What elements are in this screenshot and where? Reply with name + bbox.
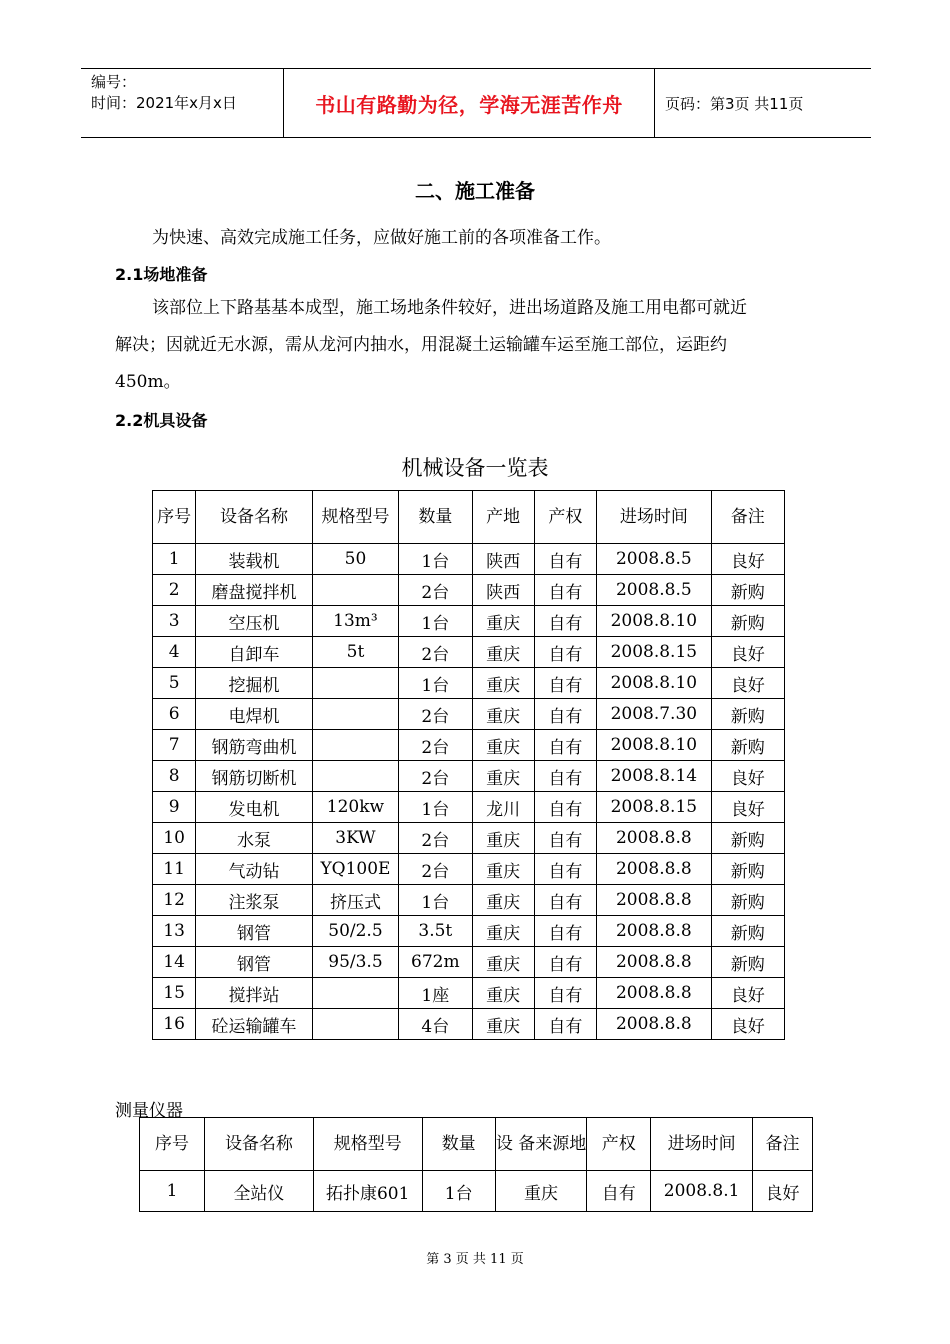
table-cell: 良好 bbox=[711, 761, 784, 792]
table-row bbox=[153, 947, 785, 978]
table-row bbox=[153, 606, 785, 637]
table-cell: 钢筋切断机 bbox=[196, 761, 313, 792]
table-cell: 搅拌站 bbox=[196, 978, 313, 1009]
table-cell: 自有 bbox=[534, 637, 596, 668]
header-cell: 规格型号 bbox=[312, 491, 398, 544]
table-cell: 8 bbox=[153, 761, 196, 792]
table-cell: 6 bbox=[153, 699, 196, 730]
table-cell: 2008.8.14 bbox=[597, 761, 712, 792]
table-cell: 重庆 bbox=[472, 761, 534, 792]
table-cell: 自有 bbox=[534, 606, 596, 637]
table-row bbox=[153, 544, 785, 575]
table-row bbox=[153, 575, 785, 606]
table-cell: 2台 bbox=[399, 761, 472, 792]
table-cell: 自有 bbox=[534, 544, 596, 575]
table-cell: 钢管 bbox=[196, 947, 313, 978]
table-cell: 陕西 bbox=[472, 575, 534, 606]
table-cell: 15 bbox=[153, 978, 196, 1009]
table-cell: 2008.8.8 bbox=[597, 1009, 712, 1040]
header-info-cell bbox=[81, 69, 284, 137]
table-cell: 1台 bbox=[399, 544, 472, 575]
table-cell bbox=[312, 1009, 398, 1040]
table-row bbox=[153, 854, 785, 885]
table-cell: 2台 bbox=[399, 823, 472, 854]
table-cell: 120kw bbox=[312, 792, 398, 823]
table-cell: 自有 bbox=[534, 1009, 596, 1040]
table-cell: 2台 bbox=[399, 854, 472, 885]
table-cell: 重庆 bbox=[472, 854, 534, 885]
table-cell: 9 bbox=[153, 792, 196, 823]
table-row bbox=[153, 730, 785, 761]
table-cell: 1座 bbox=[399, 978, 472, 1009]
table-cell: 自有 bbox=[534, 575, 596, 606]
header-cell: 产权 bbox=[587, 1118, 651, 1171]
table-cell: 水泵 bbox=[196, 823, 313, 854]
table-cell: 自有 bbox=[534, 916, 596, 947]
site-line-2: 解决；因就近无水源，需从龙河内抽水，用混凝土运输罐车运至施工部位，运距约 bbox=[115, 335, 727, 355]
table-cell: 砼运输罐车 bbox=[196, 1009, 313, 1040]
table-cell: 挖掘机 bbox=[196, 668, 313, 699]
table-cell: 良好 bbox=[711, 544, 784, 575]
header-motto-cell bbox=[284, 69, 655, 137]
table-cell: 7 bbox=[153, 730, 196, 761]
header-cell: 进场时间 bbox=[651, 1118, 753, 1171]
table-cell: 良好 bbox=[711, 978, 784, 1009]
table-cell: 装载机 bbox=[196, 544, 313, 575]
table-cell: 龙川 bbox=[472, 792, 534, 823]
header-cell: 序号 bbox=[153, 491, 196, 544]
table-cell: 自有 bbox=[534, 792, 596, 823]
table-cell: 2008.8.15 bbox=[597, 792, 712, 823]
table-cell: 2台 bbox=[399, 637, 472, 668]
instruments-table bbox=[139, 1117, 813, 1212]
table-cell: 新购 bbox=[711, 699, 784, 730]
table-cell: 16 bbox=[153, 1009, 196, 1040]
table-cell: 重庆 bbox=[472, 730, 534, 761]
table-cell: 重庆 bbox=[472, 1009, 534, 1040]
serial-label: 编号： bbox=[91, 73, 137, 91]
table-cell: 3 bbox=[153, 606, 196, 637]
equipment-table bbox=[152, 490, 785, 1040]
table-cell: 2008.8.8 bbox=[597, 823, 712, 854]
table-cell: 良好 bbox=[711, 792, 784, 823]
table-cell: 13m³ bbox=[312, 606, 398, 637]
table-cell: 2008.8.1 bbox=[651, 1171, 753, 1212]
page-footer: 第 3 页 共 11 页 bbox=[426, 1252, 524, 1267]
table-cell: 1台 bbox=[399, 792, 472, 823]
table-cell: 自有 bbox=[534, 885, 596, 916]
table-cell: 1台 bbox=[422, 1171, 495, 1212]
table-cell: 注浆泵 bbox=[196, 885, 313, 916]
table-cell: 自有 bbox=[534, 668, 596, 699]
table-cell: 发电机 bbox=[196, 792, 313, 823]
table-cell: 2台 bbox=[399, 730, 472, 761]
table-cell: 新购 bbox=[711, 916, 784, 947]
table-cell: 钢筋弯曲机 bbox=[196, 730, 313, 761]
table-cell: 陕西 bbox=[472, 544, 534, 575]
table-cell: 2008.7.30 bbox=[597, 699, 712, 730]
table-row bbox=[153, 699, 785, 730]
table-cell: 气动钻 bbox=[196, 854, 313, 885]
table-cell: 良好 bbox=[711, 1009, 784, 1040]
table-cell: 3.5t bbox=[399, 916, 472, 947]
table-cell: 电焊机 bbox=[196, 699, 313, 730]
table-cell: 2 bbox=[153, 575, 196, 606]
table-cell: 2008.8.8 bbox=[597, 947, 712, 978]
table-cell bbox=[312, 575, 398, 606]
site-heading: 2.1场地准备 bbox=[115, 265, 208, 284]
time-label: 时间：2021年x月x日 bbox=[91, 94, 237, 112]
table-cell: 5 bbox=[153, 668, 196, 699]
table-cell: 1台 bbox=[399, 606, 472, 637]
table-cell: 11 bbox=[153, 854, 196, 885]
header-page-cell bbox=[655, 69, 871, 137]
table-cell: 自有 bbox=[534, 978, 596, 1009]
table-cell: 50/2.5 bbox=[312, 916, 398, 947]
table-cell: 磨盘搅拌机 bbox=[196, 575, 313, 606]
table-header-row bbox=[153, 491, 785, 544]
header-cell: 产地 bbox=[472, 491, 534, 544]
table-cell: 自卸车 bbox=[196, 637, 313, 668]
table-row bbox=[140, 1171, 813, 1212]
table-row bbox=[153, 978, 785, 1009]
table-cell: 新购 bbox=[711, 823, 784, 854]
header-cell: 规格型号 bbox=[313, 1118, 422, 1171]
table-cell: 95/3.5 bbox=[312, 947, 398, 978]
table-cell: 4台 bbox=[399, 1009, 472, 1040]
header-cell: 进场时间 bbox=[597, 491, 712, 544]
table-row bbox=[153, 885, 785, 916]
table-row bbox=[153, 916, 785, 947]
table-cell: 重庆 bbox=[472, 823, 534, 854]
table-cell: 10 bbox=[153, 823, 196, 854]
table-cell: 1台 bbox=[399, 885, 472, 916]
table-cell: 自有 bbox=[534, 761, 596, 792]
table-cell: 2008.8.8 bbox=[597, 916, 712, 947]
table-cell: 新购 bbox=[711, 575, 784, 606]
table-cell: 良好 bbox=[711, 668, 784, 699]
table-cell: 挤压式 bbox=[312, 885, 398, 916]
site-line-1: 该部位上下路基基本成型，施工场地条件较好，进出场道路及施工用电都可就近 bbox=[152, 298, 747, 318]
page-header bbox=[81, 68, 871, 138]
table-cell: 自有 bbox=[534, 730, 596, 761]
table-cell: 2008.8.10 bbox=[597, 668, 712, 699]
instruments-caption: 测量仪器 bbox=[115, 1101, 183, 1121]
table-cell: 1台 bbox=[399, 668, 472, 699]
table-cell: 2台 bbox=[399, 699, 472, 730]
table-cell: 重庆 bbox=[472, 699, 534, 730]
table-cell: 2008.8.15 bbox=[597, 637, 712, 668]
header-cell: 序号 bbox=[140, 1118, 205, 1171]
site-line-3: 450m。 bbox=[115, 372, 181, 392]
table-cell: 1 bbox=[153, 544, 196, 575]
table-cell: 1 bbox=[140, 1171, 205, 1212]
table-cell: 新购 bbox=[711, 947, 784, 978]
table-cell: 全站仪 bbox=[205, 1171, 314, 1212]
table-cell: 自有 bbox=[587, 1171, 651, 1212]
table-cell: 新购 bbox=[711, 730, 784, 761]
table-cell bbox=[312, 668, 398, 699]
table-cell: 拓扑康601 bbox=[313, 1171, 422, 1212]
header-cell: 备注 bbox=[711, 491, 784, 544]
header-cell: 设 备来源地 bbox=[495, 1118, 586, 1171]
table-cell: 重庆 bbox=[495, 1171, 586, 1212]
table-cell: 14 bbox=[153, 947, 196, 978]
table-cell: 自有 bbox=[534, 947, 596, 978]
table-cell: 3KW bbox=[312, 823, 398, 854]
equipment-heading: 2.2机具设备 bbox=[115, 411, 208, 430]
table-cell: 重庆 bbox=[472, 637, 534, 668]
table-cell: 13 bbox=[153, 916, 196, 947]
table-cell: 良好 bbox=[711, 637, 784, 668]
table-cell: 自有 bbox=[534, 854, 596, 885]
header-cell: 设备名称 bbox=[196, 491, 313, 544]
table-cell: 2008.8.10 bbox=[597, 730, 712, 761]
header-cell: 产权 bbox=[534, 491, 596, 544]
table-cell bbox=[312, 699, 398, 730]
table-cell: 672m bbox=[399, 947, 472, 978]
table-cell: 2008.8.5 bbox=[597, 544, 712, 575]
table-cell: 重庆 bbox=[472, 668, 534, 699]
table-row bbox=[153, 761, 785, 792]
table-cell: 12 bbox=[153, 885, 196, 916]
table-cell: 新购 bbox=[711, 854, 784, 885]
table-cell: 2008.8.5 bbox=[597, 575, 712, 606]
intro-paragraph: 为快速、高效完成施工任务，应做好施工前的各项准备工作。 bbox=[152, 228, 611, 248]
table-cell: 4 bbox=[153, 637, 196, 668]
section-title: 二、施工准备 bbox=[415, 179, 535, 203]
table-cell: 5t bbox=[312, 637, 398, 668]
table-cell: 良好 bbox=[752, 1171, 812, 1212]
table-row bbox=[153, 668, 785, 699]
page-number-label: 页码：第3页 共11页 bbox=[665, 94, 804, 113]
table-cell: 重庆 bbox=[472, 885, 534, 916]
table-cell: 50 bbox=[312, 544, 398, 575]
table-row bbox=[153, 1009, 785, 1040]
table-cell: 2008.8.8 bbox=[597, 854, 712, 885]
table-row bbox=[153, 823, 785, 854]
table-cell: 空压机 bbox=[196, 606, 313, 637]
equipment-table-title: 机械设备一览表 bbox=[401, 456, 549, 480]
table-cell: 钢管 bbox=[196, 916, 313, 947]
table-cell: 自有 bbox=[534, 823, 596, 854]
table-cell: 重庆 bbox=[472, 947, 534, 978]
table-cell: 新购 bbox=[711, 885, 784, 916]
table-cell: 重庆 bbox=[472, 606, 534, 637]
table-cell: 重庆 bbox=[472, 916, 534, 947]
header-cell: 备注 bbox=[752, 1118, 812, 1171]
table-cell bbox=[312, 730, 398, 761]
motto-text: 书山有路勤为径，学海无涯苦作舟 bbox=[315, 92, 623, 117]
header-cell: 设备名称 bbox=[205, 1118, 314, 1171]
table-cell: 2台 bbox=[399, 575, 472, 606]
table-cell: 2008.8.8 bbox=[597, 885, 712, 916]
table-cell bbox=[312, 761, 398, 792]
table-row bbox=[153, 637, 785, 668]
table-cell bbox=[312, 978, 398, 1009]
table-row bbox=[153, 792, 785, 823]
table-cell: YQ100E bbox=[312, 854, 398, 885]
table-cell: 重庆 bbox=[472, 978, 534, 1009]
header-cell: 数量 bbox=[399, 491, 472, 544]
table-cell: 新购 bbox=[711, 606, 784, 637]
header-cell: 数量 bbox=[422, 1118, 495, 1171]
table-cell: 2008.8.10 bbox=[597, 606, 712, 637]
table-cell: 2008.8.8 bbox=[597, 978, 712, 1009]
table-cell: 自有 bbox=[534, 699, 596, 730]
table-header-row bbox=[140, 1118, 813, 1171]
